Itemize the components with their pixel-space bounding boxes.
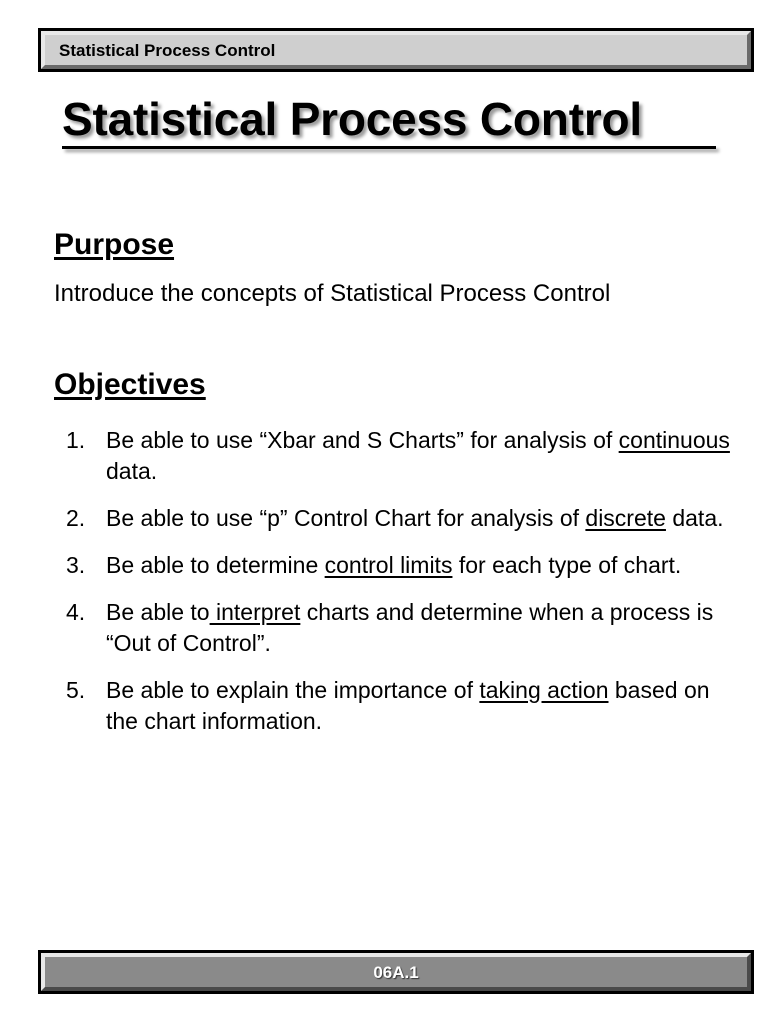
objective-text: Be able to use “Xbar and S Charts” for analysis of [106, 427, 619, 453]
objective-emphasis: taking action [479, 677, 609, 703]
objective-text: for each type of chart. [452, 552, 682, 578]
objective-text: Be able to explain the importance of [106, 677, 480, 703]
objective-text: charts and determine when a process is “Out of Control”. [106, 599, 714, 656]
page-title: Statistical Process Control [62, 93, 642, 145]
objective-text: data. [106, 458, 158, 484]
objective-number: 1. [66, 427, 86, 453]
objective-item-1 [54, 425, 734, 487]
title-underline [62, 146, 716, 149]
page-number: 06A.1 [373, 963, 419, 982]
objective-text: based on the chart information. [106, 677, 710, 734]
objective-number: 2. [66, 505, 86, 531]
objective-number: 5. [66, 677, 86, 703]
objective-emphasis: control limits [324, 552, 453, 578]
header-bar-inner [41, 31, 751, 69]
objective-text: Be able to determine [106, 552, 325, 578]
objective-item-5 [54, 675, 734, 737]
objectives-heading: Objectives [54, 368, 206, 401]
objective-text: data. [665, 505, 724, 531]
header-title: Statistical Process Control [59, 41, 276, 60]
purpose-heading: Purpose [54, 228, 175, 261]
objective-text: Be able to use “p” Control Chart for analysis of [106, 505, 586, 531]
objective-emphasis: interpret [209, 599, 301, 625]
objective-item-2 [54, 503, 734, 534]
objectives-list [54, 425, 734, 753]
objective-text: Be able to [106, 599, 210, 625]
footer-bar [38, 950, 754, 994]
objective-item-4 [54, 597, 734, 659]
objective-item-3 [54, 550, 734, 581]
objective-emphasis: discrete [585, 505, 666, 531]
objective-number: 4. [66, 599, 86, 625]
objective-emphasis: continuous [618, 427, 730, 453]
purpose-text: Introduce the concepts of Statistical Process Control [54, 280, 611, 307]
header-bar [38, 28, 754, 72]
objective-number: 3. [66, 552, 86, 578]
footer-bar-inner [41, 953, 751, 991]
